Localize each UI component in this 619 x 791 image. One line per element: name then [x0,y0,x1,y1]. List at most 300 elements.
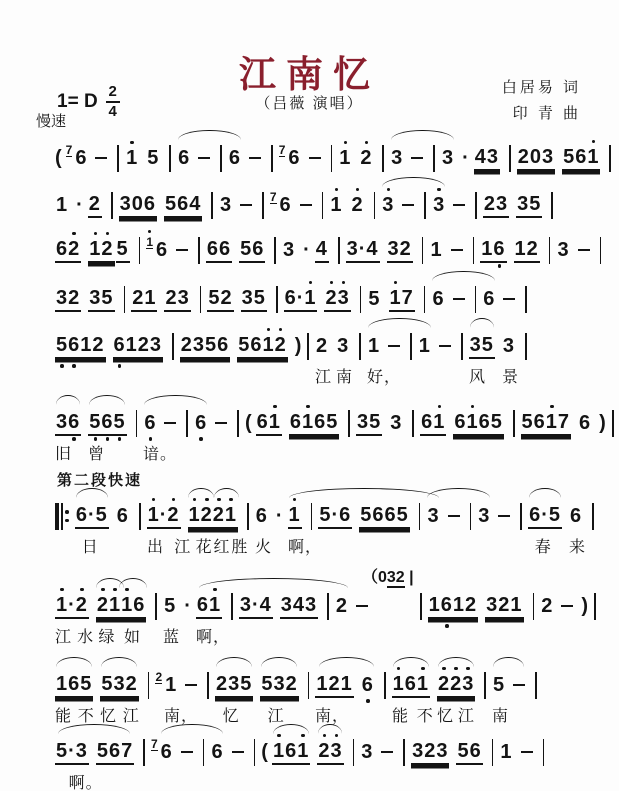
sustain-dash [164,422,176,425]
note-digit: 5 [116,237,129,260]
note-group [428,594,479,619]
note-digit: 6 [284,286,297,309]
note-group [164,287,190,312]
octave-dot-above [101,588,105,592]
octave-dot-above [277,734,281,738]
note-group [367,335,381,358]
barline [359,333,361,360]
note-digit: 3 [273,672,286,695]
barline [124,286,126,313]
music-line [55,569,605,646]
note-group [125,147,139,170]
note-digit: 0 [529,145,542,168]
note-group [289,411,340,436]
barline [139,503,141,530]
barline [143,739,145,766]
note-digit: 3 [496,192,509,215]
note-digit: · [88,503,96,526]
parenthesis: ( [244,412,252,434]
note-digit: 2 [424,739,437,762]
music-line [55,330,605,386]
lyric-syllable: 红 [213,539,231,556]
music-line [55,283,605,315]
barline [473,237,475,264]
note-group [74,147,88,170]
barline [307,333,309,360]
grace-note: 7 [278,142,286,157]
note-digit: 5 [261,672,274,695]
music-line [55,500,605,556]
lyric-syllable: 江 [122,708,140,725]
music-line [55,142,605,174]
repeat-dot [65,510,69,514]
note-digit: 5 [481,333,494,356]
sustain-dash [513,684,525,687]
octave-dot-above [113,588,117,592]
note-digit: 3 [305,593,318,616]
note-digit: 6 [441,595,453,615]
lyric-syllable: 风 [469,369,487,386]
note-digit: 2 [68,286,81,309]
note-group [540,595,554,618]
note-digit: 3 [517,192,530,215]
barline [492,739,494,766]
note-group [88,287,114,312]
note-group [160,741,174,764]
sustain-dash [388,345,400,348]
note-digit: 5 [96,739,110,762]
note-digit: 3 [441,146,455,169]
lyric-syllable: 忆 [437,708,455,725]
note-digit: 3 [391,146,404,169]
note-digit: 6 [68,335,80,355]
note-digit: 5 [493,673,506,696]
note-digit: 6 [211,740,224,763]
octave-dot-above [394,281,398,285]
octave-dot-above [335,188,339,192]
music-line [55,407,605,463]
sustain-dash [578,249,590,252]
note-group [280,594,318,619]
note-group [288,504,302,529]
note-digit: 1 [587,147,599,167]
note-digit: 2 [541,594,554,617]
octave-dot-above [80,588,84,592]
note-digit: 1 [273,741,285,761]
note-group [284,287,318,312]
barline [422,237,424,264]
note-digit: · [68,593,76,616]
note-group [418,335,432,358]
note-digit: 2 [213,505,225,525]
note-digit: 6 [114,335,126,355]
section-one-lines [55,142,605,463]
note-digit: 6 [56,237,69,260]
note-digit: 2 [526,237,539,260]
note-group [164,193,202,218]
barline [419,503,421,530]
note-digit: 5 [368,287,381,310]
note-group [260,673,298,698]
note-digit: 6 [206,237,219,260]
note-digit: 5 [164,594,177,617]
note-digit: 2 [285,672,298,695]
sustain-dash [411,157,423,160]
note-digit: 6 [250,333,263,356]
lyrics-row [55,362,605,386]
note-digit: 6 [362,675,374,695]
sustain-dash [448,515,460,518]
note-group [100,673,138,698]
octave-dot-above [365,141,369,145]
lyric-syllable: 江 [55,629,73,646]
barline [412,410,414,437]
note-group [237,334,288,359]
note-digit: 6 [579,411,592,434]
note-digit: 5 [80,672,93,695]
note-digit: 2 [498,593,511,616]
slur-arc [261,657,297,667]
note-digit: 3 [220,193,233,216]
note-digit: 3 [228,672,241,695]
lyric-syllable: 南 [336,369,354,386]
note-group [206,238,232,263]
note-digit: 6 [196,593,210,616]
lyric-syllable: 来 [569,539,587,556]
sustain-dash [309,157,321,160]
barline [186,410,188,437]
note-digit: 1 [165,673,178,696]
note-digit: 1 [339,148,351,168]
sustain-dash [95,157,107,160]
note-digit: 5 [369,410,382,433]
note-digit: 2 [318,741,330,761]
note-digit: 1 [148,505,160,525]
note-digit: 6 [109,739,122,762]
composer-credit: 印 青 曲 [512,105,581,122]
slur-arc [58,724,130,734]
repeat-dots [65,510,69,522]
note-digit: 6 [252,237,265,260]
barline [231,593,233,620]
note-group [143,412,157,435]
lyricist-credit: 白居易 词 [501,79,581,96]
lyric-syllable: 忆 [222,708,240,725]
note-group [318,504,352,529]
lyric-syllable: 水 [77,629,95,646]
note-group [188,504,239,529]
barline [382,145,384,172]
note-digit: 6 [143,192,156,215]
note-group [474,146,500,171]
note-digit: 3 [330,741,342,761]
key-signature [57,84,120,119]
note-group [228,147,242,170]
barline [403,739,405,766]
slur-arc [144,395,206,405]
notation-row [55,407,605,439]
notation-row [55,500,605,532]
note-digit: 6 [133,593,146,616]
note-group [315,673,353,698]
sustain-dash [439,345,451,348]
note-digit: 6 [469,739,482,762]
note-group [492,674,506,697]
note-digit: 1 [367,334,381,357]
note-digit: 6 [285,739,298,762]
note-digit: 5 [114,412,126,432]
note-digit: 1 [89,239,101,259]
song-title: 江南忆 [239,52,380,96]
note-group [387,238,413,263]
note-digit: 1 [121,595,133,615]
note-digit: 6 [255,504,268,527]
notation-row [55,736,605,768]
note-digit: · [331,503,340,526]
note-digit: 6 [372,503,385,526]
slur-arc [56,657,92,667]
repeat-thin-bar [61,503,63,530]
barline [327,593,329,620]
note-digit: 6 [339,503,352,526]
note-group [272,740,310,765]
note-digit: 2 [92,333,105,356]
note-group [113,334,164,359]
note-digit: 6 [195,413,207,433]
barline [513,410,515,437]
octave-dot-above [94,232,98,236]
note-group [516,193,542,218]
barline [338,237,340,264]
lyrics-row [55,701,605,725]
lyric-syllable: 火 [255,539,273,556]
note-group [431,288,445,311]
note-digit: · [251,593,260,616]
note-group [55,287,81,312]
note-digit: 3 [433,195,445,215]
lyric-syllable: 春 [534,539,552,556]
note-group [485,594,523,619]
note-digit: 1 [510,593,523,616]
note-digit: 6 [314,410,327,433]
octave-dot-above [387,188,391,192]
note-digit: 5 [56,739,69,762]
cue-underlined-notes: 32 [386,569,405,586]
note-digit: 3 [361,740,374,763]
octave-dot-above [60,588,64,592]
note-digit: 2 [328,672,341,695]
note-group [483,193,509,218]
note-digit: 5 [240,237,253,260]
grace-note: 2 [155,669,163,684]
octave-dot-above [323,734,327,738]
grace-note: 7 [65,142,73,157]
note-digit: 6 [454,410,467,433]
note-digit: 2 [165,286,178,309]
note-digit: 3 [177,286,190,309]
note-digit: 3 [56,410,69,433]
note-group [429,239,443,262]
note-group [562,146,600,171]
notation-row [55,283,605,315]
note-group [392,673,430,698]
note-group [55,594,89,619]
note-group [411,740,449,765]
note-group [578,412,592,435]
note-group [164,674,178,697]
lyric-syllable: 啊。 [68,775,103,791]
cue-notes [362,564,414,587]
octave-dot-above [330,281,334,285]
note-digit: 3 [427,504,440,527]
note-digit: 7 [121,739,134,762]
lyric-syllable: 日 [81,539,99,556]
repeat-sign [55,503,69,530]
slur-arc [470,318,495,328]
barline [509,145,511,172]
note-digit: 6 [75,503,88,526]
note-group [556,239,570,262]
note-digit: 6 [483,287,496,310]
note-group [219,194,233,217]
note-digit: 4 [292,593,306,616]
time-denominator: 4 [108,103,117,120]
note-group [502,335,516,358]
repeat-thick-bar [55,503,59,530]
sheet-header [0,0,619,138]
note-digit: 1 [109,595,121,615]
slur-arc [89,395,125,405]
note-digit: 4 [366,237,379,260]
octave-dot-above [335,734,339,738]
notation-row [55,669,605,701]
barline [461,333,463,360]
octave-dot-above [213,588,217,592]
barline [594,593,596,620]
sustain-dash [503,298,515,301]
note-digit: 6 [177,192,190,215]
note-digit: · [68,739,76,762]
lyric-syllable: 江 [457,708,475,725]
octave-dot-above [397,667,401,671]
note-digit: 2 [360,148,372,168]
octave-dot-above [273,405,277,409]
note-digit: 3 [469,333,482,356]
octave-dot-above [125,588,129,592]
note-digit: 2 [97,595,109,615]
duration-dot: · [462,147,469,169]
note-group [317,740,343,765]
barline [543,739,545,766]
note-digit: 5 [396,503,409,526]
lyric-syllable: 如 [124,629,142,646]
note-group [75,504,109,529]
note-digit: 1 [56,193,69,216]
section-two-lines [55,500,605,791]
note-group [432,194,446,217]
barline [111,192,113,219]
note-group [324,287,350,312]
note-digit: 2 [316,334,329,357]
note-group [453,411,504,436]
note-digit: 5 [563,145,576,168]
notation-row [55,142,605,174]
note-group [514,238,540,263]
lyric-syllable: 南， [315,708,350,725]
slur-arc [432,271,494,281]
note-digit: 2 [88,192,101,215]
note-group [279,194,293,217]
note-digit: 6 [575,145,588,168]
note-digit: 4 [189,192,202,215]
barline [247,503,249,530]
note-digit: 1 [433,412,445,432]
note-digit: 2 [137,333,150,356]
note-digit: 5 [521,410,534,433]
note-digit: 3 [436,739,449,762]
lyric-syllable: 江 [267,708,285,725]
barline [203,739,205,766]
slur-arc [368,318,430,328]
slur-arc [161,724,222,734]
note-digit: 1 [209,595,221,615]
note-digit: 1 [514,237,527,260]
note-digit: 1 [466,412,478,432]
note-digit: 2 [68,239,80,259]
note-digit: 1 [500,740,513,763]
note-group [315,238,329,263]
lyric-syllable: 绿 [98,629,116,646]
note-digit: 1 [316,672,329,695]
sustain-dash [240,204,252,207]
note-digit: 3 [462,674,474,694]
slur-arc [188,488,214,498]
octave-dot-above [279,328,283,332]
lyric-syllable: 不 [77,708,95,725]
note-group [517,146,555,171]
barline [609,145,611,172]
note-group [359,504,410,529]
note-digit: 6 [217,333,230,356]
note-digit: 1 [125,333,138,356]
note-digit: 6 [421,410,434,433]
lyric-syllable: 好， [367,369,402,386]
note-digit: 3 [346,237,359,260]
note-digit: 1 [262,335,274,355]
note-digit: 5 [240,672,253,695]
octave-dot-above [344,141,348,145]
note-group [350,194,364,217]
note-digit: 5 [147,146,160,169]
note-digit: 3 [119,192,132,215]
barline [271,145,273,172]
note-group [389,287,415,312]
note-digit: 2 [215,672,229,695]
note-digit: 3 [382,195,394,215]
note-group [207,287,233,312]
note-digit: 3 [239,593,252,616]
note-digit: 1 [126,148,138,168]
note-group [420,411,446,436]
note-digit: 2 [450,674,462,694]
octave-dot-above [438,405,442,409]
slur-arc [382,177,444,187]
note-digit: 6 [404,672,417,695]
note-digit: 1 [430,238,443,261]
note-digit: 6 [384,503,397,526]
note-digit: 6 [289,410,302,433]
note-group [359,147,373,170]
